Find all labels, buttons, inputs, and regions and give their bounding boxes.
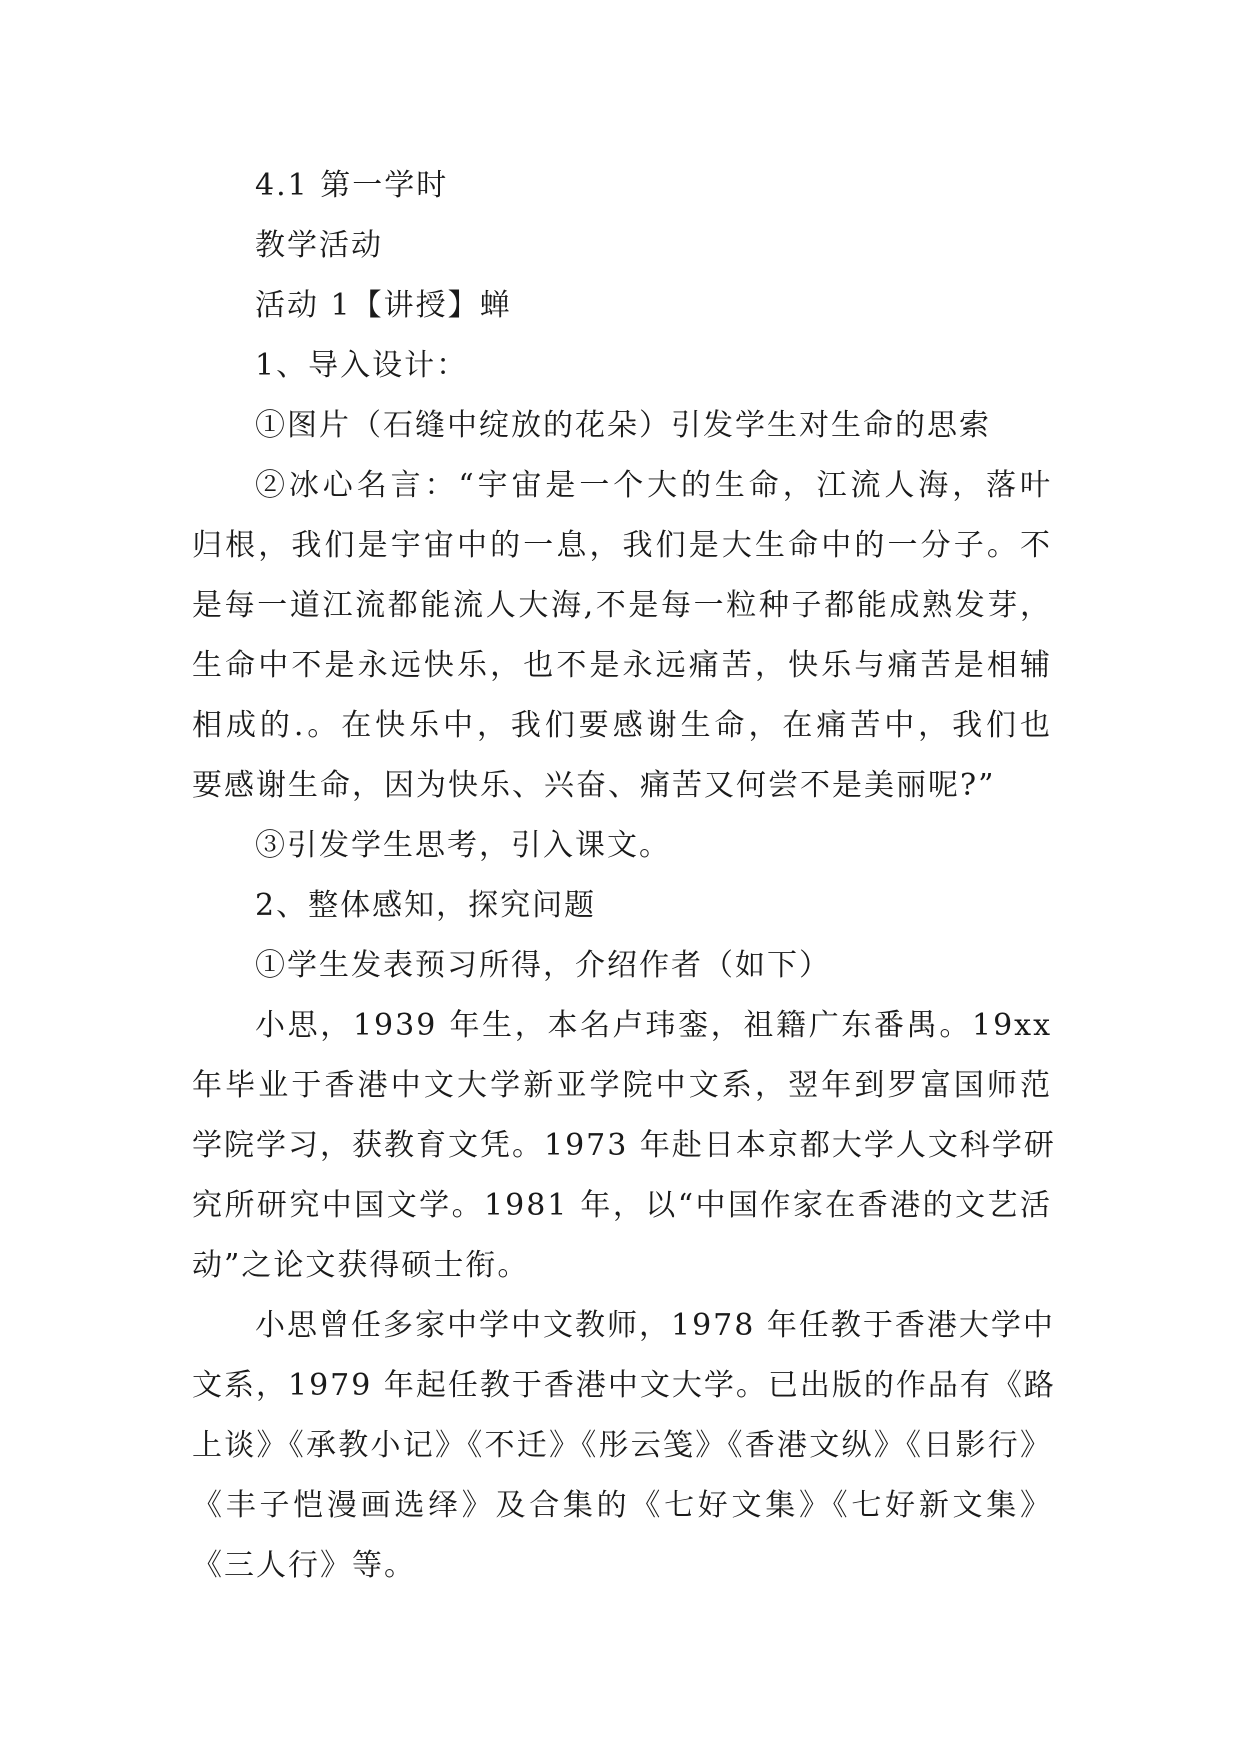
text-line: 生命中不是永远快乐，也不是永远痛苦，快乐与痛苦是相辅 bbox=[192, 648, 1052, 683]
text-line: 要感谢生命，因为快乐、兴奋、痛苦又何尝不是美丽呢?” bbox=[192, 768, 996, 803]
text-line: 上谈》《承教小记》《不迁》《彤云笺》《香港文纵》《日影行》 bbox=[192, 1428, 1052, 1463]
text-line: 2、整体感知，探究问题 bbox=[255, 888, 597, 923]
text-line: 归根，我们是宇宙中的一息，我们是大生命中的一分子。不 bbox=[192, 528, 1052, 563]
text-line: ③引发学生思考，引入课文。 bbox=[255, 828, 671, 863]
text-line: 教学活动 bbox=[255, 228, 383, 263]
text-line: 年毕业于香港中文大学新亚学院中文系，翌年到罗富国师范 bbox=[192, 1068, 1052, 1103]
text-line: 《三人行》等。 bbox=[192, 1548, 416, 1583]
text-line: 相成的.。在快乐中，我们要感谢生命，在痛苦中，我们也 bbox=[192, 708, 1052, 743]
text-line: 1、导入设计： bbox=[255, 348, 469, 383]
text-line: 小思，1939 年生，本名卢玮銮，祖籍广东番禺。19xx bbox=[255, 1008, 1052, 1043]
text-line: ②冰心名言：“宇宙是一个大的生命，江流人海，落叶 bbox=[255, 468, 1052, 503]
text-line: 是每一道江流都能流人大海,不是每一粒种子都能成熟发芽， bbox=[192, 588, 1052, 623]
text-line: 学院学习，获教育文凭。1973 年赴日本京都大学人文科学研 bbox=[192, 1128, 1056, 1163]
text-line: 究所研究中国文学。1981 年，以“中国作家在香港的文艺活 bbox=[192, 1188, 1052, 1223]
text-line: 小思曾任多家中学中文教师，1978 年任教于香港大学中 bbox=[255, 1308, 1055, 1343]
text-line: 文系，1979 年起任教于香港中文大学。已出版的作品有《路 bbox=[192, 1368, 1056, 1403]
text-line: ①图片（石缝中绽放的花朵）引发学生对生命的思索 bbox=[255, 408, 991, 443]
text-line: 活动 1【讲授】蝉 bbox=[255, 288, 512, 323]
text-line: 4.1 第一学时 bbox=[255, 168, 449, 203]
text-line: 《丰子恺漫画选绎》及合集的《七好文集》《七好新文集》 bbox=[192, 1488, 1052, 1523]
text-line: 动”之论文获得硕士衔。 bbox=[192, 1248, 530, 1283]
text-line: ①学生发表预习所得，介绍作者（如下） bbox=[255, 948, 831, 983]
document-body bbox=[192, 156, 1056, 1596]
